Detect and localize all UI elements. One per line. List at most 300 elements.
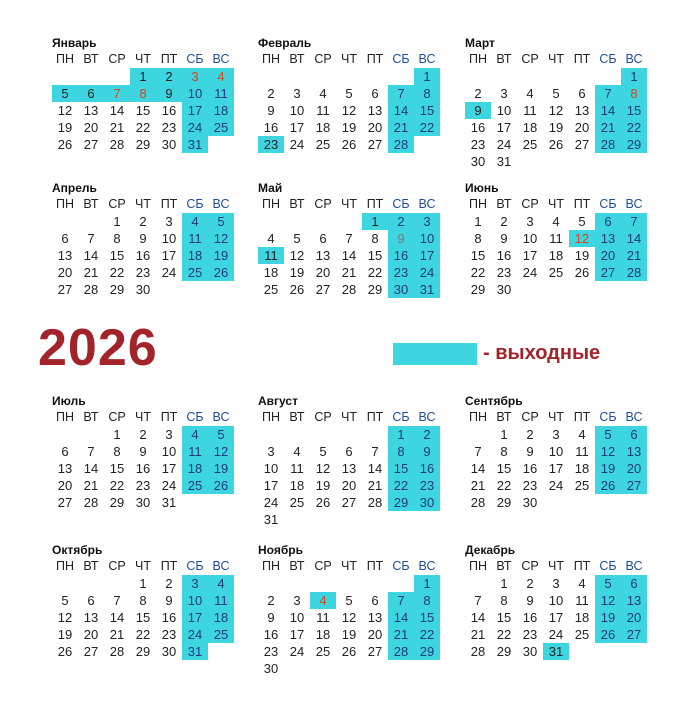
day-cell: 1: [414, 575, 440, 592]
day-cell: 30: [388, 281, 414, 298]
weekday-header: ПН: [468, 410, 487, 424]
day-cell: 20: [83, 120, 99, 135]
day-cell: 15: [109, 461, 125, 476]
day-cell: 23: [522, 627, 538, 642]
day-cell: 27: [57, 495, 73, 510]
day-cell: 16: [470, 120, 486, 135]
day-cell: 22: [109, 265, 125, 280]
empty-cell: [52, 68, 78, 85]
weekday-header: СБ: [392, 410, 410, 424]
weekday-header: ВТ: [289, 52, 305, 66]
weekday-header: СР: [108, 559, 126, 573]
empty-cell: [52, 575, 78, 592]
empty-cell: [78, 575, 104, 592]
day-cell: 11: [316, 610, 330, 625]
weekday-header: ВТ: [83, 410, 99, 424]
day-cell: 13: [315, 248, 331, 263]
day-cell: 8: [621, 85, 647, 102]
empty-cell: [336, 575, 362, 592]
day-cell: 2: [500, 214, 508, 229]
empty-cell: [465, 68, 491, 85]
month-grid: [258, 51, 448, 153]
day-cell: 21: [595, 119, 621, 136]
empty-cell: [258, 213, 284, 230]
day-cell: 23: [161, 120, 177, 135]
day-cell: 30: [470, 154, 486, 169]
day-cell: 21: [83, 265, 99, 280]
day-cell: 6: [61, 231, 69, 246]
weekday-header: ПТ: [573, 410, 591, 424]
day-cell: 24: [548, 627, 564, 642]
weekday-header: ЧТ: [135, 410, 151, 424]
day-cell: 4: [267, 231, 275, 246]
month-title: Март: [465, 36, 495, 50]
legend-label: - выходные: [483, 342, 601, 364]
day-cell: 28: [595, 136, 621, 153]
weekday-header: СР: [314, 410, 332, 424]
day-cell: 29: [109, 495, 125, 510]
day-cell: 4: [578, 427, 586, 442]
day-cell: 3: [165, 214, 173, 229]
day-cell: 10: [289, 103, 305, 118]
day-cell: 20: [367, 120, 383, 135]
day-cell: 24: [522, 265, 538, 280]
day-cell: 31: [161, 495, 177, 510]
day-cell: 13: [367, 610, 383, 625]
day-cell: 11: [523, 103, 537, 118]
weekday-header: СБ: [599, 559, 617, 573]
legend-swatch: [393, 343, 477, 365]
day-cell: 10: [182, 592, 208, 609]
empty-cell: [310, 426, 336, 443]
day-cell: 22: [496, 627, 512, 642]
day-cell: 28: [83, 495, 99, 510]
empty-cell: [310, 575, 336, 592]
day-cell: 27: [83, 644, 99, 659]
day-cell: 9: [139, 231, 147, 246]
day-cell: 7: [621, 213, 647, 230]
day-cell: 20: [621, 460, 647, 477]
day-cell: 2: [267, 593, 275, 608]
day-cell: 26: [208, 477, 234, 494]
weekday-header: ВТ: [496, 410, 512, 424]
day-cell: 5: [52, 85, 78, 102]
day-cell: 19: [548, 120, 564, 135]
day-cell: 23: [135, 478, 151, 493]
day-cell: 17: [414, 247, 440, 264]
weekday-header: СБ: [599, 197, 617, 211]
weekday-header: СР: [314, 559, 332, 573]
weekday-header: СР: [108, 410, 126, 424]
day-cell: 25: [182, 477, 208, 494]
day-cell: 16: [522, 610, 538, 625]
day-cell: 25: [289, 495, 305, 510]
day-cell: 2: [388, 213, 414, 230]
day-cell: 12: [208, 443, 234, 460]
weekday-header: ВС: [418, 559, 436, 573]
day-cell: 26: [574, 265, 590, 280]
day-cell: 13: [57, 248, 73, 263]
day-cell: 15: [367, 248, 383, 263]
day-cell: 3: [414, 213, 440, 230]
day-cell: 23: [258, 136, 284, 153]
weekday-header: СР: [521, 52, 539, 66]
day-cell: 13: [83, 610, 99, 625]
empty-cell: [52, 213, 78, 230]
day-cell: 12: [315, 461, 331, 476]
day-cell: 6: [78, 85, 104, 102]
empty-cell: [569, 68, 595, 85]
month-title: Февраль: [258, 36, 312, 50]
day-cell: 5: [552, 86, 560, 101]
day-cell: 29: [414, 643, 440, 660]
day-cell: 23: [135, 265, 151, 280]
day-cell: 14: [388, 609, 414, 626]
day-cell: 25: [208, 119, 234, 136]
day-cell: 1: [113, 214, 121, 229]
day-cell: 16: [161, 103, 177, 118]
weekday-header: ПН: [55, 52, 74, 66]
weekday-header: ПТ: [573, 52, 591, 66]
day-cell: 26: [289, 282, 305, 297]
weekday-header: ВС: [212, 559, 230, 573]
day-cell: 10: [263, 461, 279, 476]
month-grid: [52, 51, 242, 153]
day-cell: 23: [263, 644, 279, 659]
day-cell: 3: [552, 427, 560, 442]
day-cell: 19: [208, 460, 234, 477]
day-cell: 8: [130, 85, 156, 102]
day-cell: 25: [574, 478, 590, 493]
weekday-header: ПН: [468, 197, 487, 211]
weekday-header: ПТ: [160, 197, 178, 211]
day-cell: 1: [139, 576, 147, 591]
day-cell: 19: [208, 247, 234, 264]
empty-cell: [284, 68, 310, 85]
day-cell: 30: [135, 495, 151, 510]
weekday-header: ЧТ: [548, 559, 564, 573]
month-title: Октябрь: [52, 543, 103, 557]
day-cell: 6: [319, 231, 327, 246]
day-cell: 11: [290, 461, 304, 476]
day-cell: 24: [182, 626, 208, 643]
day-cell: 22: [414, 119, 440, 136]
day-cell: 30: [414, 494, 440, 511]
empty-cell: [362, 426, 388, 443]
day-cell: 30: [496, 282, 512, 297]
day-cell: 5: [319, 444, 327, 459]
month-block: [258, 180, 448, 298]
weekday-header: ПТ: [160, 52, 178, 66]
day-cell: 16: [414, 460, 440, 477]
day-cell: 20: [595, 247, 621, 264]
month-title: Август: [258, 394, 298, 408]
day-cell: 6: [371, 86, 379, 101]
day-cell: 21: [470, 478, 486, 493]
day-cell: 20: [341, 478, 357, 493]
day-cell: 4: [552, 214, 560, 229]
day-cell: 12: [548, 103, 564, 118]
day-cell: 13: [621, 443, 647, 460]
day-cell: 15: [414, 102, 440, 119]
day-cell: 20: [574, 120, 590, 135]
month-grid: [258, 409, 448, 528]
day-cell: 27: [341, 495, 357, 510]
day-cell: 27: [57, 282, 73, 297]
day-cell: 12: [57, 610, 73, 625]
day-cell: 17: [548, 610, 564, 625]
day-cell: 8: [414, 85, 440, 102]
day-cell: 30: [161, 137, 177, 152]
weekday-header: ВС: [625, 559, 643, 573]
day-cell: 15: [414, 609, 440, 626]
day-cell: 3: [267, 444, 275, 459]
weekday-header: СР: [108, 197, 126, 211]
empty-cell: [52, 426, 78, 443]
weekday-header: ПН: [468, 559, 487, 573]
day-cell: 11: [258, 247, 284, 264]
day-cell: 18: [548, 248, 564, 263]
day-cell: 17: [182, 609, 208, 626]
day-cell: 19: [289, 265, 305, 280]
month-block: [465, 393, 655, 511]
day-cell: 20: [83, 627, 99, 642]
day-cell: 7: [87, 231, 95, 246]
day-cell: 3: [293, 86, 301, 101]
day-cell: 12: [595, 592, 621, 609]
weekday-header: ВТ: [289, 559, 305, 573]
day-cell: 3: [293, 593, 301, 608]
day-cell: 26: [595, 477, 621, 494]
day-cell: 21: [388, 119, 414, 136]
day-cell: 22: [621, 119, 647, 136]
month-title: Апрель: [52, 181, 97, 195]
day-cell: 28: [621, 264, 647, 281]
day-cell: 28: [341, 282, 357, 297]
day-cell: 17: [496, 120, 512, 135]
day-cell: 27: [621, 626, 647, 643]
day-cell: 9: [414, 443, 440, 460]
day-cell: 16: [263, 120, 279, 135]
month-block: [465, 542, 655, 660]
day-cell: 24: [414, 264, 440, 281]
day-cell: 23: [522, 478, 538, 493]
day-cell: 22: [135, 627, 151, 642]
day-cell: 30: [263, 661, 279, 676]
day-cell: 19: [57, 120, 73, 135]
day-cell: 22: [135, 120, 151, 135]
day-cell: 27: [621, 477, 647, 494]
day-cell: 18: [574, 461, 590, 476]
day-cell: 3: [500, 86, 508, 101]
day-cell: 1: [388, 426, 414, 443]
day-cell: 15: [109, 248, 125, 263]
weekday-header: СР: [521, 197, 539, 211]
day-cell: 28: [109, 644, 125, 659]
day-cell: 6: [87, 593, 95, 608]
month-block: [52, 542, 242, 660]
day-cell: 10: [414, 230, 440, 247]
weekday-header: ВС: [212, 410, 230, 424]
day-cell: 6: [345, 444, 353, 459]
day-cell: 4: [319, 86, 327, 101]
weekday-header: СБ: [186, 559, 204, 573]
day-cell: 1: [500, 427, 508, 442]
day-cell: 7: [104, 85, 130, 102]
day-cell: 20: [57, 265, 73, 280]
weekday-header: ЧТ: [548, 52, 564, 66]
day-cell: 28: [367, 495, 383, 510]
day-cell: 9: [139, 444, 147, 459]
day-cell: 25: [315, 137, 331, 152]
weekday-header: ПТ: [366, 197, 384, 211]
day-cell: 10: [522, 231, 538, 246]
month-block: [465, 35, 655, 170]
day-cell: 8: [371, 231, 379, 246]
day-cell: 9: [165, 593, 173, 608]
day-cell: 18: [263, 265, 279, 280]
day-cell: 7: [595, 85, 621, 102]
day-cell: 1: [130, 68, 156, 85]
day-cell: 17: [161, 248, 177, 263]
weekday-header: ВТ: [83, 197, 99, 211]
day-cell: 13: [83, 103, 99, 118]
day-cell: 14: [341, 248, 357, 263]
day-cell: 19: [595, 460, 621, 477]
weekday-header: ЧТ: [135, 559, 151, 573]
day-cell: 14: [83, 248, 99, 263]
day-cell: 15: [388, 460, 414, 477]
weekday-header: ПТ: [160, 410, 178, 424]
empty-cell: [362, 575, 388, 592]
weekday-header: СБ: [186, 410, 204, 424]
weekday-header: ПН: [55, 559, 74, 573]
weekday-header: ВС: [625, 52, 643, 66]
day-cell: 13: [574, 103, 590, 118]
day-cell: 26: [548, 137, 564, 152]
day-cell: 19: [595, 609, 621, 626]
month-block: [465, 180, 655, 298]
weekday-header: ЧТ: [135, 52, 151, 66]
empty-cell: [388, 68, 414, 85]
day-cell: 28: [83, 282, 99, 297]
day-cell: 12: [595, 443, 621, 460]
day-cell: 25: [522, 137, 538, 152]
day-cell: 18: [182, 460, 208, 477]
day-cell: 2: [139, 427, 147, 442]
day-cell: 21: [109, 120, 125, 135]
day-cell: 8: [139, 593, 147, 608]
day-cell: 29: [367, 282, 383, 297]
day-cell: 16: [263, 627, 279, 642]
day-cell: 10: [289, 610, 305, 625]
day-cell: 9: [267, 103, 275, 118]
day-cell: 11: [575, 444, 589, 459]
empty-cell: [78, 68, 104, 85]
day-cell: 30: [522, 495, 538, 510]
weekday-header: ЧТ: [341, 410, 357, 424]
day-cell: 19: [574, 248, 590, 263]
month-grid: [465, 196, 655, 298]
empty-cell: [336, 213, 362, 230]
day-cell: 8: [500, 593, 508, 608]
empty-cell: [258, 426, 284, 443]
day-cell: 26: [341, 644, 357, 659]
weekday-header: СБ: [392, 197, 410, 211]
day-cell: 16: [496, 248, 512, 263]
day-cell: 2: [156, 68, 182, 85]
day-cell: 7: [345, 231, 353, 246]
day-cell: 13: [57, 461, 73, 476]
day-cell: 9: [465, 102, 491, 119]
weekday-header: ВТ: [83, 559, 99, 573]
day-cell: 25: [182, 264, 208, 281]
day-cell: 26: [57, 644, 73, 659]
month-grid: [258, 196, 448, 298]
day-cell: 4: [310, 592, 336, 609]
day-cell: 7: [87, 444, 95, 459]
day-cell: 5: [345, 593, 353, 608]
empty-cell: [104, 68, 130, 85]
day-cell: 2: [165, 576, 173, 591]
day-cell: 24: [263, 495, 279, 510]
empty-cell: [310, 213, 336, 230]
day-cell: 27: [315, 282, 331, 297]
weekday-header: СБ: [186, 197, 204, 211]
day-cell: 17: [182, 102, 208, 119]
empty-cell: [258, 575, 284, 592]
day-cell: 23: [414, 477, 440, 494]
month-grid: [465, 409, 655, 511]
day-cell: 31: [543, 643, 569, 660]
day-cell: 13: [595, 230, 621, 247]
day-cell: 26: [595, 626, 621, 643]
day-cell: 11: [182, 230, 208, 247]
day-cell: 24: [182, 119, 208, 136]
month-block: [52, 180, 242, 298]
day-cell: 10: [548, 444, 564, 459]
day-cell: 25: [548, 265, 564, 280]
day-cell: 24: [161, 478, 177, 493]
day-cell: 17: [548, 461, 564, 476]
day-cell: 1: [500, 576, 508, 591]
day-cell: 25: [315, 644, 331, 659]
day-cell: 11: [549, 231, 563, 246]
day-cell: 4: [208, 68, 234, 85]
weekday-header: СР: [314, 52, 332, 66]
day-cell: 9: [526, 593, 534, 608]
day-cell: 15: [621, 102, 647, 119]
day-cell: 3: [182, 575, 208, 592]
weekday-header: СБ: [392, 52, 410, 66]
day-cell: 4: [526, 86, 534, 101]
day-cell: 18: [315, 120, 331, 135]
day-cell: 22: [367, 265, 383, 280]
day-cell: 6: [621, 575, 647, 592]
day-cell: 28: [109, 137, 125, 152]
day-cell: 21: [470, 627, 486, 642]
day-cell: 18: [574, 610, 590, 625]
day-cell: 8: [388, 443, 414, 460]
empty-cell: [258, 68, 284, 85]
weekday-header: ПТ: [366, 559, 384, 573]
day-cell: 2: [139, 214, 147, 229]
weekday-header: ЧТ: [135, 197, 151, 211]
month-block: [52, 393, 242, 511]
day-cell: 19: [341, 627, 357, 642]
day-cell: 2: [526, 576, 534, 591]
empty-cell: [543, 68, 569, 85]
